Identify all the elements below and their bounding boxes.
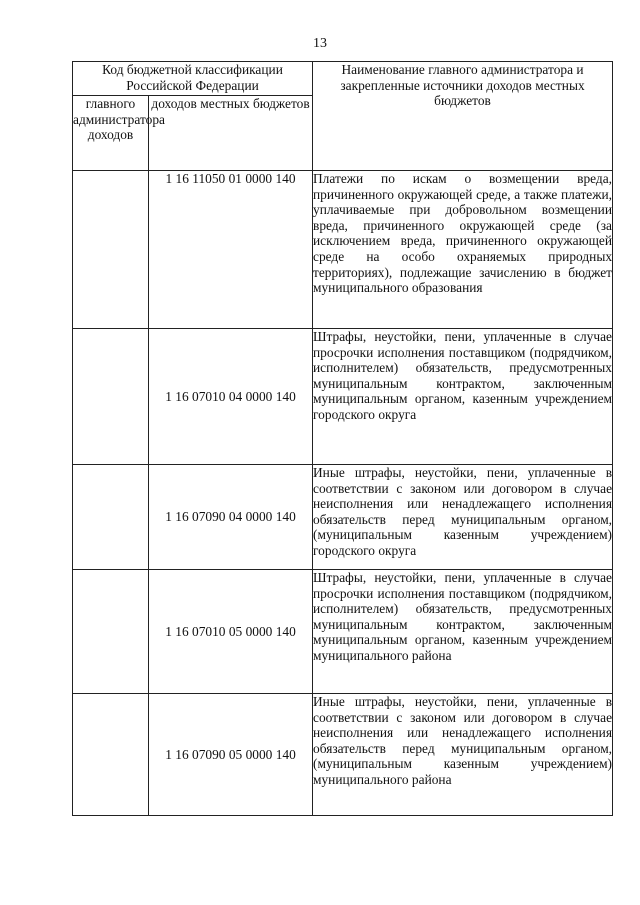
income-description-cell: Платежи по искам о возмещении вреда, причиненного окружающей среде, а также платежи, уплачиваемые при добровольном возмещении вреда, причиненного окружающей среде (за исключением вреда, причиненного окружающей среде на особо охраняемых природных территориях), подлежащие зачислению в бюджет муниципального образования <box>313 171 613 329</box>
admin-code-cell <box>73 329 149 465</box>
income-description-cell: Штрафы, неустойки, пени, уплаченные в случае просрочки исполнения поставщиком (подрядчиком, исполнителем) обязательств, предусмотренных муниципальным контрактом, заключенным муниципальным органом, казенным учреждением муниципального района <box>313 570 613 694</box>
page-number: 13 <box>313 36 327 51</box>
table-row <box>73 694 613 816</box>
header-budget-classification-code: Код бюджетной классификации Российской Федерации <box>73 62 313 96</box>
income-code-cell: 1 16 07010 04 0000 140 <box>149 329 313 465</box>
header-administrator-name: Наименование главного администратора и закрепленные источники доходов местных бюджетов <box>313 62 613 171</box>
income-description-cell: Штрафы, неустойки, пени, уплаченные в случае просрочки исполнения поставщиком (подрядчиком, исполнителем) обязательств, предусмотренных муниципальным контрактом, заключенным муниципальным органом, казенным учреждением городского округа <box>313 329 613 465</box>
header-local-budget-income: доходов местных бюджетов <box>149 96 313 171</box>
admin-code-cell <box>73 465 149 570</box>
header-main-administrator: главного администратора доходов <box>73 96 149 171</box>
table-row <box>73 171 613 329</box>
table-row <box>73 329 613 465</box>
budget-classification-table <box>72 61 613 816</box>
admin-code-cell <box>73 171 149 329</box>
income-description-cell: Иные штрафы, неустойки, пени, уплаченные в соответствии с законом или договором в случае неисполнения или ненадлежащего исполнения обязательств перед муниципальным органом, (муниципальным казенным учреждением) городского округа <box>313 465 613 570</box>
income-code-cell: 1 16 07090 04 0000 140 <box>149 465 313 570</box>
income-description-cell: Иные штрафы, неустойки, пени, уплаченные в соответствии с законом или договором в случае неисполнения или ненадлежащего исполнения обязательств перед муниципальным органом, (муниципальным казенным учреждением) муниципального района <box>313 694 613 816</box>
admin-code-cell <box>73 570 149 694</box>
income-code-cell: 1 16 11050 01 0000 140 <box>149 171 313 329</box>
income-code-cell: 1 16 07010 05 0000 140 <box>149 570 313 694</box>
income-code-cell: 1 16 07090 05 0000 140 <box>149 694 313 816</box>
admin-code-cell <box>73 694 149 816</box>
table-row <box>73 570 613 694</box>
table-row <box>73 465 613 570</box>
